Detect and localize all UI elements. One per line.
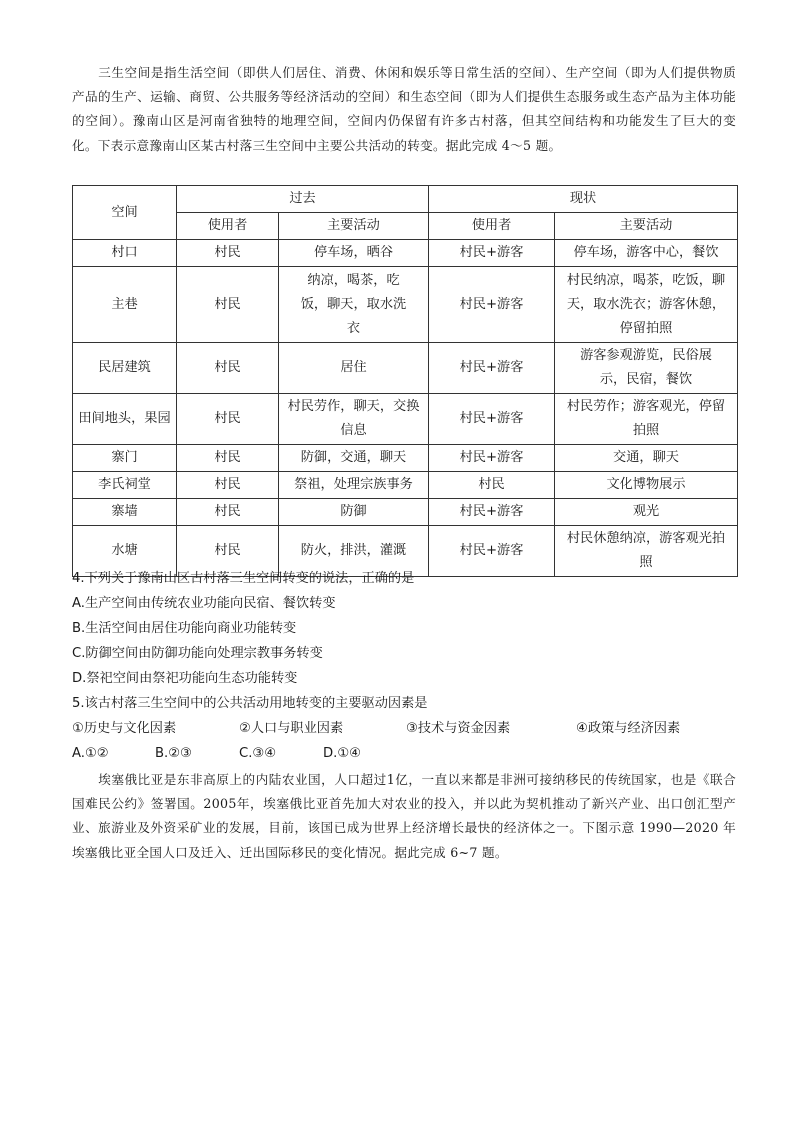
factor-2: ②人口与职业因素 [239,721,344,736]
option-b: B.②③ [155,746,192,761]
factor-4: ④政策与经济因素 [576,721,681,736]
table-row [73,472,738,499]
header-past: 过去 [177,186,429,213]
cell-now-activity: 观光 [555,499,738,526]
cell-past-user: 村民 [177,472,279,499]
cell-now-user: 村民+游客 [429,394,555,445]
cell-space: 水塘 [73,526,177,577]
header-now: 现状 [429,186,738,213]
cell-space: 寨墙 [73,499,177,526]
cell-space: 民居建筑 [73,343,177,394]
cell-past-activity: 祭祖，处理宗族事务 [279,472,429,499]
factor-1: ①历史与文化因素 [72,721,177,736]
subheader-now-activity: 主要活动 [555,213,738,240]
header-space: 空间 [73,186,177,240]
question-5-factors [72,718,680,740]
question-4-option-a: A.生产空间由传统农业功能向民宿、餐饮转变 [72,596,336,611]
table-row [73,240,738,267]
cell-past-activity: 防御 [279,499,429,526]
table-row [73,267,738,343]
question-5-options [72,743,361,765]
cell-space: 主巷 [73,267,177,343]
cell-past-activity: 居住 [279,343,429,394]
cell-space: 李氏祠堂 [73,472,177,499]
cell-space: 田间地头，果园 [73,394,177,445]
option-a: A.①② [72,746,109,761]
table-row [73,445,738,472]
subheader-now-user: 使用者 [429,213,555,240]
table-row [73,499,738,526]
factor-3: ③技术与资金因素 [406,721,511,736]
cell-now-user: 村民+游客 [429,499,555,526]
cell-space: 村口 [73,240,177,267]
cell-now-activity: 文化博物展示 [555,472,738,499]
intro-paragraph-text: 三生空间是指生活空间（即供人们居住、消费、休闲和娱乐等日常生活的空间）、生产空间（即为人们提供物质产品的生产、运输、商贸、公共服务等经济活动的空间）和生态空间（即为人们提供生态服务或生态产品为主体功能的空间）。豫南山区是河南省独特的地理空间，空间内仍保留有许多古村落，但其空间结构和功能发生了巨大的变化。下表示意豫南山区某古村落三生空间中主要公共活动的转变。据此完成 4～5 题。 [72,65,736,153]
cell-now-activity: 村民休憩纳凉，游客观光拍照 [555,526,738,577]
second-paragraph [72,768,736,865]
question-4-option-d: D.祭祀空间由祭祀功能向生态功能转变 [72,671,298,686]
cell-past-user: 村民 [177,526,279,577]
cell-now-user: 村民 [429,472,555,499]
cell-now-activity: 交通，聊天 [555,445,738,472]
cell-past-activity: 纳凉，喝茶，吃饭，聊天，取水洗衣 [279,267,429,343]
cell-now-user: 村民+游客 [429,267,555,343]
subheader-past-user: 使用者 [177,213,279,240]
cell-now-activity: 停车场，游客中心，餐饮 [555,240,738,267]
subheader-past-activity: 主要活动 [279,213,429,240]
table-row [73,343,738,394]
cell-past-user: 村民 [177,267,279,343]
cell-now-user: 村民+游客 [429,343,555,394]
cell-past-user: 村民 [177,499,279,526]
question-4-option-c: C.防御空间由防御功能向处理宗教事务转变 [72,646,323,661]
cell-past-user: 村民 [177,343,279,394]
cell-now-user: 村民+游客 [429,240,555,267]
cell-past-user: 村民 [177,240,279,267]
option-d: D.①④ [323,746,361,761]
table-row [73,394,738,445]
intro-paragraph [72,61,736,158]
cell-past-activity: 防御，交通，聊天 [279,445,429,472]
cell-past-activity: 村民劳作，聊天，交换信息 [279,394,429,445]
question-5-stem: 5.该古村落三生空间中的公共活动用地转变的主要驱动因素是 [72,696,428,711]
space-transformation-table [72,185,738,577]
cell-past-activity: 防火，排洪，灌溉 [279,526,429,577]
cell-now-user: 村民+游客 [429,445,555,472]
cell-space: 寨门 [73,445,177,472]
cell-now-activity: 游客参观游览，民俗展示，民宿，餐饮 [555,343,738,394]
question-4-option-b: B.生活空间由居住功能向商业功能转变 [72,621,297,636]
cell-past-activity: 停车场，晒谷 [279,240,429,267]
cell-past-user: 村民 [177,394,279,445]
option-c: C.③④ [239,746,277,761]
question-4-stem: 4.下列关于豫南山区古村落三生空间转变的说法，正确的是 [72,571,415,586]
cell-now-activity: 村民劳作；游客观光，停留拍照 [555,394,738,445]
cell-now-activity: 村民纳凉，喝茶，吃饭，聊天，取水洗衣；游客休憩，停留拍照 [555,267,738,343]
second-paragraph-text: 埃塞俄比亚是东非高原上的内陆农业国，人口超过1亿，一直以来都是非洲可接纳移民的传统国家，也是《联合国难民公约》签署国。2005年，埃塞俄比亚首先加大对农业的投入，并以此为契机推动了新兴产业、出口创汇型产业、旅游业及外资采矿业的发展，目前，该国已成为世界上经济增长最快的经济体之一。下图示意 1990—2020 年埃塞俄比亚全国人口及迁入、迁出国际移民的变化情况。据此完成 6~7 题。 [72,772,736,860]
cell-past-user: 村民 [177,445,279,472]
cell-now-user: 村民+游客 [429,526,555,577]
